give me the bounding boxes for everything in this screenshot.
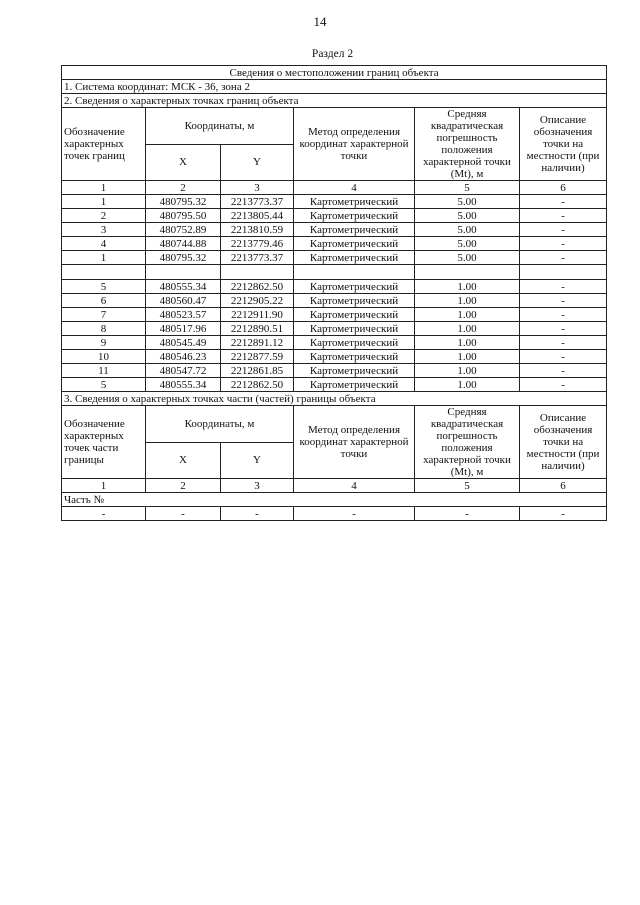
- coord-x: 480752.89: [146, 223, 221, 237]
- header-point-label: Обозначение характерных точек границ: [62, 108, 146, 181]
- error: 5.00: [415, 251, 520, 265]
- method: Картометрический: [294, 251, 415, 265]
- error: 1.00: [415, 308, 520, 322]
- column-numbers-row: [62, 181, 607, 195]
- point-number: 5: [62, 280, 146, 294]
- point-number: 6: [62, 294, 146, 308]
- empty-cell: [146, 265, 221, 280]
- coord-y: 2213805.44: [221, 209, 294, 223]
- column-number: 2: [146, 479, 221, 493]
- error: 1.00: [415, 322, 520, 336]
- description: -: [520, 251, 607, 265]
- boundary-table: [61, 65, 607, 521]
- method: Картометрический: [294, 364, 415, 378]
- coord-y: 2212890.51: [221, 322, 294, 336]
- point-number: 1: [62, 195, 146, 209]
- coord-y: 2212905.22: [221, 294, 294, 308]
- part-cell: -: [294, 507, 415, 521]
- error: 1.00: [415, 280, 520, 294]
- error: 1.00: [415, 350, 520, 364]
- column-number: 6: [520, 479, 607, 493]
- empty-cell: [415, 265, 520, 280]
- coord-y: 2212861.85: [221, 364, 294, 378]
- header-error: Средняя квадратическая погрешность положения характерной точки (Mt), м: [415, 108, 520, 181]
- coord-x: 480523.57: [146, 308, 221, 322]
- method: Картометрический: [294, 322, 415, 336]
- method: Картометрический: [294, 350, 415, 364]
- description: -: [520, 308, 607, 322]
- coord-x: 480795.32: [146, 251, 221, 265]
- part-cell: -: [520, 507, 607, 521]
- column-number: 4: [294, 181, 415, 195]
- column-number: 1: [62, 181, 146, 195]
- empty-cell: [294, 265, 415, 280]
- description: -: [520, 195, 607, 209]
- section3-title: 3. Сведения о характерных точках части (частей) границы объекта: [62, 392, 607, 406]
- coord-y: 2212891.12: [221, 336, 294, 350]
- coord-y: 2212877.59: [221, 350, 294, 364]
- description: -: [520, 209, 607, 223]
- column-number: 5: [415, 181, 520, 195]
- table-row: [62, 251, 607, 265]
- point-number: 5: [62, 378, 146, 392]
- table-row: [62, 364, 607, 378]
- part-cell: -: [62, 507, 146, 521]
- error: 5.00: [415, 223, 520, 237]
- coord-y: 2213779.46: [221, 237, 294, 251]
- section2-title: 2. Сведения о характерных точках границ объекта: [62, 94, 607, 108]
- error: 1.00: [415, 364, 520, 378]
- point-number: 7: [62, 308, 146, 322]
- error: 1.00: [415, 294, 520, 308]
- part-cell: -: [415, 507, 520, 521]
- header-y: Y: [221, 144, 294, 181]
- coord-y: 2212862.50: [221, 378, 294, 392]
- empty-separator-row: [62, 265, 607, 280]
- empty-cell: [520, 265, 607, 280]
- column-number: 5: [415, 479, 520, 493]
- method: Картометрический: [294, 378, 415, 392]
- table-row: [62, 223, 607, 237]
- error: 1.00: [415, 336, 520, 350]
- point-number: 8: [62, 322, 146, 336]
- error: 5.00: [415, 195, 520, 209]
- column-number: 2: [146, 181, 221, 195]
- coord-x: 480545.49: [146, 336, 221, 350]
- description: -: [520, 237, 607, 251]
- description: -: [520, 336, 607, 350]
- header-method-part: Метод определения координат характерной точки: [294, 406, 415, 479]
- method: Картометрический: [294, 336, 415, 350]
- coord-x: 480744.88: [146, 237, 221, 251]
- column-number: 4: [294, 479, 415, 493]
- table-row: [62, 280, 607, 294]
- column-number: 1: [62, 479, 146, 493]
- header-error-part: Средняя квадратическая погрешность положения характерной точки (Mt), м: [415, 406, 520, 479]
- point-number: 9: [62, 336, 146, 350]
- coord-y: 2212911.90: [221, 308, 294, 322]
- point-number: 2: [62, 209, 146, 223]
- error: 1.00: [415, 378, 520, 392]
- point-number: 3: [62, 223, 146, 237]
- coord-x: 480555.34: [146, 280, 221, 294]
- column-number: 3: [221, 181, 294, 195]
- description: -: [520, 378, 607, 392]
- point-number: 4: [62, 237, 146, 251]
- coord-y: 2213773.37: [221, 251, 294, 265]
- table-row: [62, 507, 607, 521]
- description: -: [520, 280, 607, 294]
- method: Картометрический: [294, 308, 415, 322]
- coord-x: 480517.96: [146, 322, 221, 336]
- point-number: 11: [62, 364, 146, 378]
- table-row: [62, 322, 607, 336]
- description: -: [520, 223, 607, 237]
- coord-x: 480555.34: [146, 378, 221, 392]
- coord-system: 1. Система координат: МСК - 36, зона 2: [62, 80, 607, 94]
- header-description: Описание обозначения точки на местности (при наличии): [520, 108, 607, 181]
- point-number: 1: [62, 251, 146, 265]
- table-row: [62, 209, 607, 223]
- table-row: [62, 294, 607, 308]
- method: Картометрический: [294, 209, 415, 223]
- coord-y: 2212862.50: [221, 280, 294, 294]
- part-cell: -: [146, 507, 221, 521]
- description: -: [520, 364, 607, 378]
- description: -: [520, 322, 607, 336]
- table-row: [62, 195, 607, 209]
- coord-y: 2213810.59: [221, 223, 294, 237]
- point-number: 10: [62, 350, 146, 364]
- header-y-part: Y: [221, 442, 294, 479]
- error: 5.00: [415, 237, 520, 251]
- header-method: Метод определения координат характерной точки: [294, 108, 415, 181]
- coord-x: 480795.50: [146, 209, 221, 223]
- column-number: 6: [520, 181, 607, 195]
- description: -: [520, 294, 607, 308]
- table-row: [62, 237, 607, 251]
- column-number: 3: [221, 479, 294, 493]
- table-title: Сведения о местоположении границ объекта: [62, 66, 607, 80]
- empty-cell: [62, 265, 146, 280]
- header-x: X: [146, 144, 221, 181]
- header-point-label-part: Обозначение характерных точек части границы: [62, 406, 146, 479]
- coord-y: 2213773.37: [221, 195, 294, 209]
- method: Картометрический: [294, 294, 415, 308]
- table-row: [62, 378, 607, 392]
- header-description-part: Описание обозначения точки на местности (при наличии): [520, 406, 607, 479]
- header-coords-part: Координаты, м: [146, 406, 294, 443]
- method: Картометрический: [294, 223, 415, 237]
- page-number: 14: [313, 14, 327, 29]
- header-x-part: X: [146, 442, 221, 479]
- error: 5.00: [415, 209, 520, 223]
- method: Картометрический: [294, 280, 415, 294]
- table-row: [62, 350, 607, 364]
- part-label: Часть №: [62, 493, 607, 507]
- coord-x: 480547.72: [146, 364, 221, 378]
- empty-cell: [221, 265, 294, 280]
- part-cell: -: [221, 507, 294, 521]
- header-coords: Координаты, м: [146, 108, 294, 145]
- table-row: [62, 336, 607, 350]
- column-numbers-row-part: [62, 479, 607, 493]
- section-label: Раздел 2: [311, 48, 354, 60]
- coord-x: 480795.32: [146, 195, 221, 209]
- method: Картометрический: [294, 237, 415, 251]
- table-row: [62, 308, 607, 322]
- method: Картометрический: [294, 195, 415, 209]
- coord-x: 480560.47: [146, 294, 221, 308]
- description: -: [520, 350, 607, 364]
- coord-x: 480546.23: [146, 350, 221, 364]
